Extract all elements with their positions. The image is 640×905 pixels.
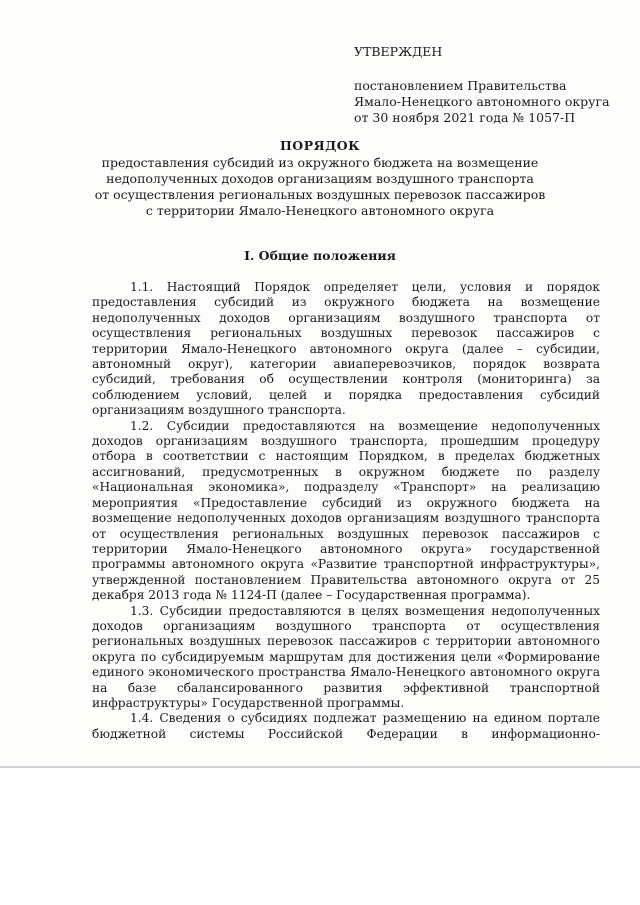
- document-body: [92, 280, 600, 742]
- document-subtitle-line-1: предоставления субсидий из окружного бюджета на возмещение: [101, 155, 539, 170]
- document-subtitle-line-2: недополученных доходов организациям воздушного транспорта: [106, 171, 534, 186]
- document-subtitle-line-3: от осуществления региональных воздушных перевозок пассажиров: [94, 187, 546, 202]
- document-title-block: [60, 138, 580, 219]
- approval-stamp-block: [354, 44, 614, 126]
- paragraph-1-3: 1.3. Субсидии предоставляются в целях возмещения недополученных доходов организациям воздушного транспорта от осуществления региональных воздушных перевозок пассажиров с территории автономного округа по субсидируемым маршрутам для достижения цели «Формирование единого экономического пространства Ямало-Ненецкого автономного округа на базе сбалансированного развития эффективной транспортной инфраструктуры» Государственной программы.: [92, 603, 600, 710]
- paragraph-1-1: 1.1. Настоящий Порядок определяет цели, условия и порядок предоставления субсидий из окружного бюджета на возмещение недополученных доходов организациям воздушного транспорта от осуществления региональных воздушных перевозок пассажиров с территории Ямало-Ненецкого автономного округа (далее – субсидии, автономный округ), категории авиаперевозчиков, порядок возврата субсидий, требования об осуществлении контроля (мониторинга) за соблюдением условий, целей и порядка предоставления субсидий организациям воздушного транспорта.: [92, 280, 600, 418]
- section-heading: I. Общие положения: [244, 248, 396, 263]
- paragraph-1-2: 1.2. Субсидии предоставляются на возмещение недополученных доходов организациям воздушного транспорта, прошедшим процедуру отбора в соответствии с настоящим Порядком, в пределах бюджетных ассигнований, предусмотренных в окружном бюджете по разделу «Национальная экономика», подразделу «Транспорт» на реализацию мероприятия «Предоставление субсидий из окружного бюджета на возмещение недополученных доходов организациям воздушного транспорта от осуществления региональных воздушных перевозок пассажиров с территории Ямало-Ненецкого автономного округа» государственной программы автономного округа «Развитие транспортной инфраструктуры», утвержденной постановлением Правительства автономного округа от 25 декабря 2013 года № 1124-П (далее – Государственная программа).: [92, 418, 600, 603]
- document-subtitle-line-4: с территории Ямало-Ненецкого автономного округа: [145, 203, 495, 218]
- scan-edge-divider: [0, 766, 640, 768]
- approval-line-2: Ямало-Ненецкого автономного округа: [354, 94, 610, 109]
- approval-line-1: постановлением Правительства: [354, 78, 567, 93]
- document-title: ПОРЯДОК: [280, 138, 360, 153]
- approval-line-3: от 30 ноября 2021 года № 1057-П: [354, 110, 576, 125]
- approved-label: УТВЕРЖДЕН: [354, 44, 443, 59]
- paragraph-1-4: 1.4. Сведения о субсидиях подлежат размещению на едином портале бюджетной системы Российской Федерации в информационно-: [92, 711, 600, 741]
